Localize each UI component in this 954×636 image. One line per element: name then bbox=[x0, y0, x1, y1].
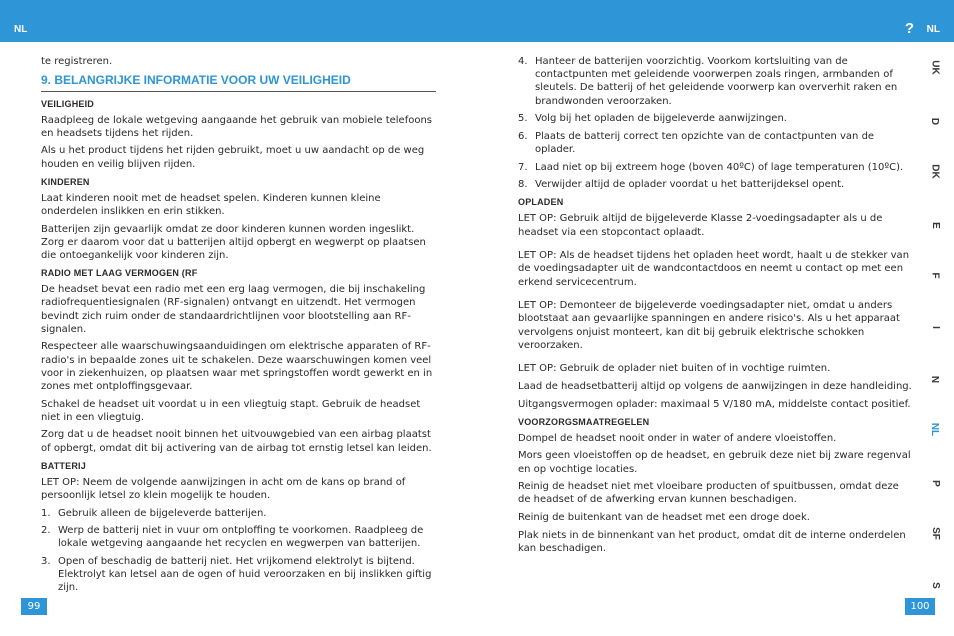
paragraph: LET OP: Demonteer de bijgeleverde voedingsadapter niet, omdat u anders blootstaat aan gevaarlijke spanningen en andere risico's. Als u het apparaat vervolgens onjuist monteert, kan dit bij gebruik elektrische schokken veroorzaken. bbox=[518, 300, 900, 351]
language-tab-n[interactable]: N bbox=[929, 375, 941, 384]
list-number: 3. bbox=[41, 556, 51, 567]
list-text: Gebruik alleen de bijgeleverde batterijen. bbox=[58, 507, 267, 519]
list-number: 4. bbox=[518, 56, 528, 67]
paragraph: LET OP: Gebruik altijd de bijgeleverde Klasse 2-voedingsadapter als u de headset via een stopcontact oplaadt. bbox=[518, 213, 883, 238]
intro-text: te registreren. bbox=[41, 56, 113, 67]
heading-radio: RADIO MET LAAG VERMOGEN (RF bbox=[41, 268, 198, 279]
language-tab-s[interactable]: S bbox=[929, 582, 941, 589]
list-text: Plaats de batterij correct ten opzichte van de contactpunten van de oplader. bbox=[535, 130, 875, 155]
list-number: 2. bbox=[41, 525, 51, 537]
list-item bbox=[518, 130, 913, 156]
paragraph: Dompel de headset nooit onder in water of andere vloeistoffen. bbox=[518, 432, 837, 444]
header-language-right: NL bbox=[926, 24, 940, 35]
paragraph: De headset bevat een radio met een erg laag vermogen, die bij inschakeling radiofrequentiesignalen (RF-signalen) ontvangt en uitzendt. Het vermogen bevindt zich ruim onder de standaardrichtlijnen voor blootstelling aan RF-signalen. bbox=[41, 284, 426, 335]
list-number: 1. bbox=[41, 507, 51, 519]
left-page-content bbox=[41, 55, 436, 599]
heading-kinderen: KINDEREN bbox=[41, 176, 90, 187]
paragraph: Respecteer alle waarschuwingsaanduidingen om elektrische apparaten of RF-radio's in bepaalde zones uit te schakelen. Deze waarschuwingen komen veel voor in ziekenhuizen, op plaatsen waar met springstoffen wordt gewerkt en in zones met ontploffingsgevaar. bbox=[41, 341, 433, 393]
paragraph: LET OP: Gebruik de oplader niet buiten of in vochtige ruimten. bbox=[518, 363, 831, 375]
help-icon[interactable]: ? bbox=[904, 20, 914, 37]
paragraph: Zorg dat u de headset nooit binnen het uitvouwgebied van een airbag plaatst of opbergt, omdat dit bij activering van de airbag tot ernstig letsel kan leiden. bbox=[41, 429, 432, 454]
header-language-left: NL bbox=[14, 24, 28, 35]
header-bar bbox=[0, 0, 954, 42]
list-item bbox=[41, 507, 436, 520]
paragraph: LET OP: Neem de volgende aanwijzingen in acht om de kans op brand of persoonlijk letsel zo klein mogelijk te houden. bbox=[41, 476, 406, 502]
batterij-list-right bbox=[518, 55, 913, 191]
paragraph: Plak niets in de binnenkant van het product, omdat dit de interne onderdelen kan beschadigen. bbox=[518, 529, 906, 554]
list-number: 5. bbox=[518, 113, 528, 125]
paragraph: Batterijen zijn gevaarlijk omdat ze door kinderen kunnen worden ingeslikt. Zorg er daarom voor dat u batterijen altijd opbergt en wegwerpt op plaatsen die ontoegankelijk voor kinderen zijn. bbox=[41, 223, 426, 261]
heading-voorzorgsmaatregelen: VOORZORGSMAATREGELEN bbox=[518, 416, 650, 427]
list-text: Verwijder altijd de oplader voordat u het batterijdeksel opent. bbox=[535, 179, 845, 191]
list-text: Werp de batterij niet in vuur om ontploffing te voorkomen. Raadpleeg de lokale wetgeving aangaande het recyclen en wegwerpen van batterijen. bbox=[58, 525, 424, 550]
language-tab-i[interactable]: I bbox=[929, 326, 941, 329]
list-item bbox=[41, 524, 436, 550]
list-text: Open of beschadig de batterij niet. Het vrijkomend elektrolyt is bijtend. Elektrolyt kan letsel aan de ogen of huid veroorzaken en bij inslikken giftig zijn. bbox=[58, 556, 432, 594]
list-text: Laad niet op bij extreem hoge (boven 40ºC) of lage temperaturen (10ºC). bbox=[535, 161, 904, 173]
list-item bbox=[518, 112, 913, 125]
batterij-list-left bbox=[41, 507, 436, 595]
language-tab-p[interactable]: P bbox=[929, 480, 941, 487]
paragraph: LET OP: Als de headset tijdens het opladen heet wordt, haalt u de stekker van de voedingsadapter uit de wandcontactdoos en neemt u contact op met een erkend servicecentrum. bbox=[518, 250, 910, 288]
page-number-right: 100 bbox=[905, 598, 935, 615]
paragraph: Als u het product tijdens het rijden gebruikt, moet u uw aandacht op de weg houden en veilig blijven rijden. bbox=[41, 145, 425, 170]
list-number: 8. bbox=[518, 179, 528, 191]
list-item bbox=[41, 555, 436, 595]
right-page-content bbox=[518, 55, 913, 559]
paragraph: Uitgangsvermogen oplader: maximaal 5 V/180 mA, middelste contact positief. bbox=[518, 398, 911, 410]
list-number: 7. bbox=[518, 161, 528, 173]
paragraph: Laat kinderen nooit met de headset spelen. Kinderen kunnen kleine onderdelen inslikken en erin stikken. bbox=[41, 192, 381, 217]
section-title: 9. BELANGRIJKE INFORMATIE VOOR UW VEILIGHEID bbox=[41, 73, 436, 92]
heading-batterij: BATTERIJ bbox=[41, 460, 86, 471]
list-item bbox=[518, 55, 913, 108]
page-number-left: 99 bbox=[21, 598, 47, 615]
language-tab-uk[interactable]: UK bbox=[929, 60, 941, 75]
language-tab-e[interactable]: E bbox=[929, 222, 941, 229]
list-number: 6. bbox=[518, 130, 528, 142]
list-text: Volg bij het opladen de bijgeleverde aanwijzingen. bbox=[535, 113, 787, 125]
language-tab-d[interactable]: D bbox=[929, 117, 941, 126]
language-tab-nl[interactable]: NL bbox=[929, 422, 941, 437]
paragraph: Laad de headsetbatterij altijd op volgens de aanwijzingen in deze handleiding. bbox=[518, 380, 912, 392]
paragraph: Reinig de buitenkant van de headset met een droge doek. bbox=[518, 511, 810, 523]
language-tab-sf[interactable]: SF bbox=[929, 527, 941, 540]
list-item bbox=[518, 161, 913, 174]
heading-opladen: OPLADEN bbox=[518, 197, 564, 208]
list-text: Hanteer de batterijen voorzichtig. Voorkom kortsluiting van de contactpunten met geleidende voorwerpen zoals ringen, armbanden of sleutels. De batterij of het geleidende voorwerp kan oververhit raken en brandwonden veroorzaken. bbox=[535, 56, 898, 107]
paragraph: Raadpleeg de lokale wetgeving aangaande het gebruik van mobiele telefoons en headsets tijdens het rijden. bbox=[41, 114, 432, 139]
paragraph: Schakel de headset uit voordat u in een vliegtuig stapt. Gebruik de headset niet in een vliegtuig. bbox=[41, 398, 421, 423]
list-item bbox=[518, 178, 913, 191]
language-tab-dk[interactable]: DK bbox=[929, 164, 941, 179]
language-tab-f[interactable]: F bbox=[929, 272, 941, 279]
paragraph: Reinig de headset niet met vloeibare producten of spuitbussen, omdat deze de headset of de afwerking ervan kunnen beschadigen. bbox=[518, 481, 899, 506]
paragraph: Mors geen vloeistoffen op de headset, en gebruik deze niet bij zware regenval en op vochtige locaties. bbox=[518, 450, 911, 475]
heading-veiligheid: VEILIGHEID bbox=[41, 98, 95, 109]
